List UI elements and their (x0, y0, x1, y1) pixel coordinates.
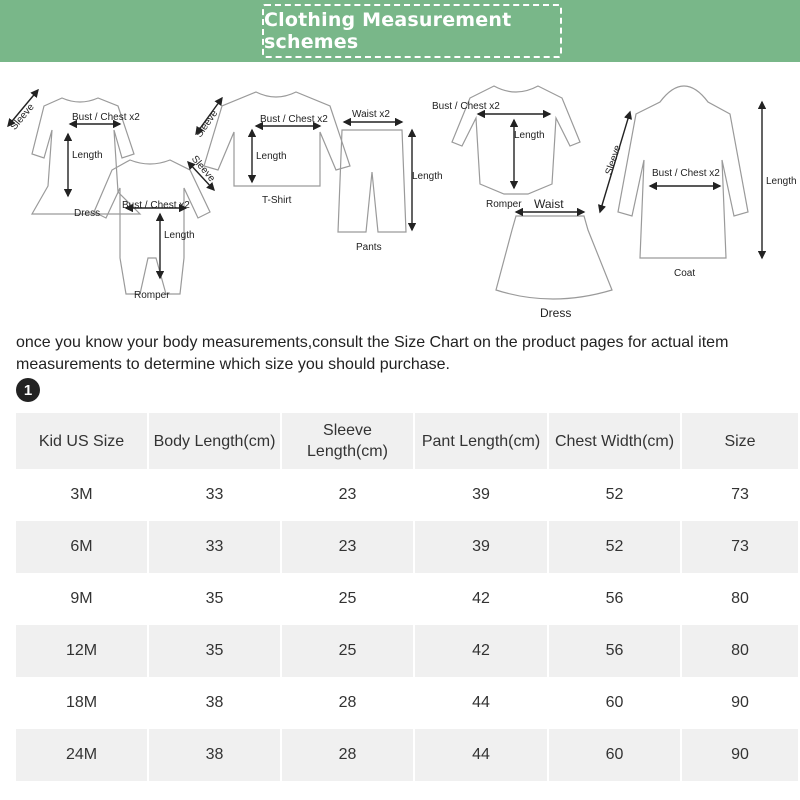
bodysuit-caption: Romper (486, 199, 522, 210)
coat-bust-label: Bust / Chest x2 (652, 168, 720, 179)
header-sleeve-length: Sleeve Length(cm) (282, 413, 415, 469)
table-cell: 56 (549, 573, 682, 625)
table-cell: 28 (282, 677, 415, 729)
table-cell: 44 (415, 729, 549, 781)
table-cell: 25 (282, 625, 415, 677)
pants-outline (338, 130, 406, 232)
bodysuit-bust-label: Bust / Chest x2 (432, 101, 500, 112)
coat-caption: Coat (674, 268, 696, 279)
table-header-row (16, 413, 800, 469)
table-cell: 23 (282, 469, 415, 521)
table-cell: 80 (682, 625, 800, 677)
romper-bust-label: Bust / Chest x2 (122, 200, 190, 211)
table-cell: 33 (149, 469, 282, 521)
table-cell: 42 (415, 625, 549, 677)
banner-title-frame (262, 4, 562, 58)
table-cell: 6M (16, 521, 149, 573)
table-cell: 52 (549, 521, 682, 573)
table-cell: 18M (16, 677, 149, 729)
step-number-badge: 1 (16, 378, 40, 402)
table-cell: 44 (415, 677, 549, 729)
measurement-diagram (0, 62, 800, 324)
table-cell: 3M (16, 469, 149, 521)
table-cell: 42 (415, 573, 549, 625)
page-title: Clothing Measurement schemes (264, 9, 512, 53)
pants-length-label: Length (412, 171, 443, 182)
header-kid-us-size: Kid US Size (16, 413, 149, 469)
coat-length-label: Length (766, 176, 797, 187)
table-cell: 39 (415, 521, 549, 573)
header-size: Size (682, 413, 800, 469)
tshirt-bust-label: Bust / Chest x2 (260, 114, 328, 125)
size-chart-table (16, 413, 800, 781)
tshirt-sleeve-label: Sleeve (193, 108, 221, 140)
table-cell: 52 (549, 469, 682, 521)
table-cell: 73 (682, 469, 800, 521)
dress-length-label: Length (72, 150, 103, 161)
table-row (16, 625, 800, 677)
table-cell: 38 (149, 729, 282, 781)
skirt-caption: Dress (540, 306, 572, 320)
header-body-length: Body Length(cm) (149, 413, 282, 469)
skirt-outline (496, 216, 612, 299)
table-cell: 38 (149, 677, 282, 729)
tshirt-caption: T-Shirt (262, 195, 292, 206)
table-row (16, 469, 800, 521)
table-cell: 80 (682, 573, 800, 625)
romper-length-label: Length (164, 230, 195, 241)
table-cell: 12M (16, 625, 149, 677)
tshirt-outline (204, 92, 350, 186)
romper-outline (94, 160, 210, 294)
table-row (16, 677, 800, 729)
bodysuit-length-label: Length (514, 130, 545, 141)
table-cell: 60 (549, 729, 682, 781)
dress-bust-label: Bust / Chest x2 (72, 112, 140, 123)
table-cell: 39 (415, 469, 549, 521)
dress-sleeve-label: Sleeve (8, 101, 37, 133)
header-pant-length: Pant Length(cm) (415, 413, 549, 469)
table-cell: 35 (149, 573, 282, 625)
table-row (16, 521, 800, 573)
table-row (16, 573, 800, 625)
table-cell: 24M (16, 729, 149, 781)
table-cell: 28 (282, 729, 415, 781)
table-cell: 33 (149, 521, 282, 573)
tshirt-length-label: Length (256, 151, 287, 162)
skirt-waist-label: Waist (534, 197, 564, 211)
dress-caption: Dress (74, 208, 101, 219)
table-cell: 25 (282, 573, 415, 625)
table-cell: 56 (549, 625, 682, 677)
table-cell: 90 (682, 729, 800, 781)
table-cell: 60 (549, 677, 682, 729)
header-chest-width: Chest Width(cm) (549, 413, 682, 469)
table-cell: 9M (16, 573, 149, 625)
romper-sleeve-label: Sleeve (188, 153, 217, 185)
table-cell: 73 (682, 521, 800, 573)
pants-caption: Pants (356, 242, 382, 253)
table-cell: 35 (149, 625, 282, 677)
romper-caption: Romper (134, 290, 170, 301)
table-cell: 23 (282, 521, 415, 573)
table-row (16, 729, 800, 781)
coat-sleeve-label: Sleeve (603, 143, 624, 177)
pants-waist-label: Waist x2 (352, 109, 390, 120)
table-cell: 90 (682, 677, 800, 729)
header-banner (0, 0, 800, 62)
size-guide-note: once you know your body measurements,consult the Size Chart on the product pages for actual item measurements to determine which size you should purchase. (16, 334, 729, 373)
garment-illustrations (0, 62, 800, 324)
